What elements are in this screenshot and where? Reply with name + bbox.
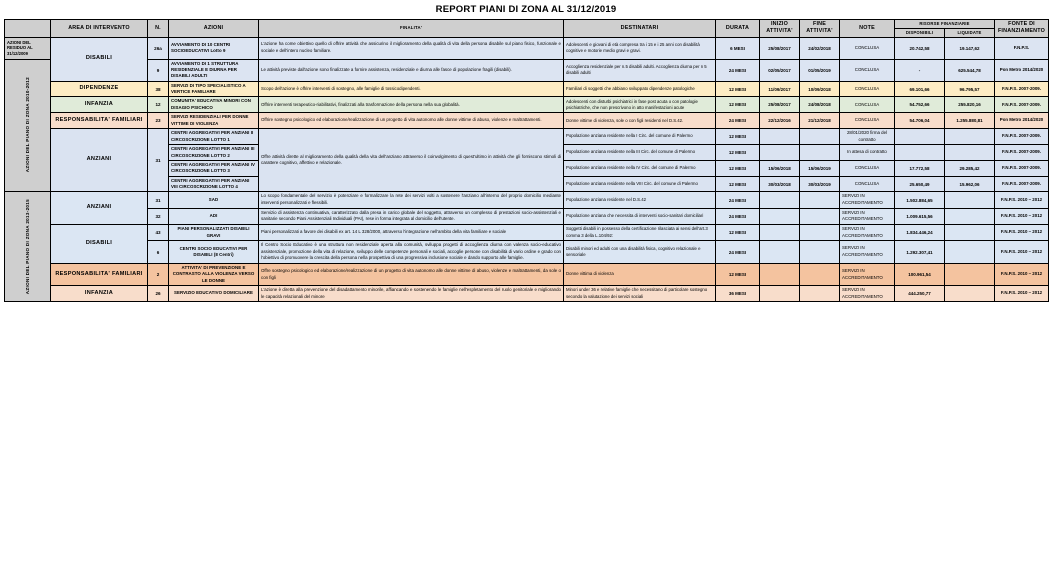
cell-inizio <box>760 241 800 264</box>
cell-area: RESPONSABILITA' FAMILIARI <box>51 263 148 285</box>
cell-inizio: 25/08/2017 <box>760 97 800 113</box>
cell-disponibili: 100.961,54 <box>895 263 945 285</box>
cell-n: 23 <box>148 113 169 129</box>
cell-disponibili: 1.292.307,41 <box>895 241 945 264</box>
cell-liquidate <box>945 145 995 161</box>
cell-destinatari: Popolazione anziana residente nel D.S.42 <box>564 192 716 208</box>
cell-fonte: F.N.P.S. 2007-2009. <box>995 176 1049 192</box>
cell-durata: 36 MESI <box>716 286 760 302</box>
table-row <box>5 192 1049 208</box>
cell-durata: 12 MESI <box>716 97 760 113</box>
cell-liquidate <box>945 192 995 208</box>
cell-note: CONCLUSA <box>840 59 895 81</box>
cell-area: INFANZIA <box>51 97 148 113</box>
cell-n: 38 <box>148 81 169 97</box>
cell-destinatari: Familiari di soggetti che abbiano sviluppato dipendenze patologiche <box>564 81 716 97</box>
cell-destinatari: Adolescenti e giovani di età compresa tra i 15 e i 25 anni con disabilità cognitive e motorie medio gravi e gravi. <box>564 37 716 59</box>
cell-destinatari: Popolazione anziana residente nella I Circ. del comune di Palermo <box>564 128 716 144</box>
cell-disponibili: 1.834.446,24 <box>895 224 945 240</box>
cell-inizio <box>760 286 800 302</box>
cell-fine <box>800 263 840 285</box>
cell-note: SERVIZI IN ACCREDITAMENTO <box>840 241 895 264</box>
cell-n: 6 <box>148 241 169 264</box>
cell-durata: 12 MESI <box>716 176 760 192</box>
cell-fine <box>800 241 840 264</box>
table-row <box>5 263 1049 285</box>
cell-azione: ATTIVITA' DI PREVENZIONE E CONTRASTO ALLA VIOLENZA VERSO LE DONNE <box>169 263 259 285</box>
cell-fonte: Pon Metro 2014/2020 <box>995 113 1049 129</box>
cell-disponibili: - <box>895 59 945 81</box>
cell-finalita: Servizio di assistenza continuativa, caratterizzato dalla presa in carico globale del soggetto, attraverso un complesso di prestazioni socio-assistenziali e sanitarie secondo Piani Assistenziali Individuali (PAI), rese in forma integrata al domicilio dell'utente. <box>259 208 564 224</box>
header-fonte: FONTE DI FINANZIAMENTO <box>995 20 1049 38</box>
cell-fonte: F.N.P.S. 2010 – 2012 <box>995 224 1049 240</box>
cell-note: CONCLUSA <box>840 37 895 59</box>
cell-azione: CENTRI AGGREGATIVI PER ANZIANI IV CIRCOSCRIZIONE LOTTO 3 <box>169 160 259 176</box>
cell-disponibili <box>895 145 945 161</box>
cell-n: 43 <box>148 224 169 240</box>
header-group <box>5 20 51 38</box>
cell-azione: CENTRI SOCIO EDUCATIVI PER DISABILI (8 Centri) <box>169 241 259 264</box>
cell-destinatari: Popolazione anziana residente nella IV Circ. del comune di Palermo <box>564 160 716 176</box>
cell-inizio: 25/08/2017 <box>760 37 800 59</box>
cell-area: DISABILI <box>51 37 148 81</box>
cell-n: 26 <box>148 286 169 302</box>
cell-disponibili: 54.752,66 <box>895 97 945 113</box>
cell-durata: 24 MESI <box>716 241 760 264</box>
cell-note: 28/01/2020 firma del contratto <box>840 128 895 144</box>
cell-disponibili: 1.009.615,56 <box>895 208 945 224</box>
cell-destinatari: Accoglienza residenziale per n.5 disabili adulti. Accoglienza diurna per n 5 disabili adulti <box>564 59 716 81</box>
header-inizio: INIZIO ATTIVITA' <box>760 20 800 38</box>
cell-durata: 24 MESI <box>716 208 760 224</box>
header-risorse-finanziarie: RISORSE FINANZIARIE <box>895 20 995 29</box>
cell-disponibili: 54.706,04 <box>895 113 945 129</box>
table-row <box>5 208 1049 224</box>
cell-area: ANZIANI <box>51 192 148 224</box>
cell-note: SERVIZI IN ACCREDITAMENTO <box>840 286 895 302</box>
cell-finalita: Offrire interventi terapeutico-riabilitativi, finalizzati alla trasformazione della persona nella sua globalità. <box>259 97 564 113</box>
cell-note: CONCLUSA <box>840 160 895 176</box>
cell-finalita: Offre attività dirette al miglioramento della qualità della vita dell'anziano attraverso il coinvolgimento di quest'ultimo in attività che gli forniscono stimoli di carattere cognitivo, affettivo e relazionale. <box>259 128 564 191</box>
cell-azione: SAD <box>169 192 259 208</box>
cell-note: CONCLUSA <box>840 97 895 113</box>
cell-finalita: L'azione ha come obiettivo quello di offrire attività che assicurino il miglioramento della qualità di vita della persona disabile sul piano fisico, funzionale e sociale e dell'intero nucleo familiare. <box>259 37 564 59</box>
cell-inizio: 15/06/2018 <box>760 160 800 176</box>
cell-azione: SERVIZI RESIDENZIALI PER DONNE VITTIME DI VIOLENZA <box>169 113 259 129</box>
table-row <box>5 113 1049 129</box>
cell-fonte: Pon Metro 2014/2020 <box>995 59 1049 81</box>
cell-fine <box>800 208 840 224</box>
cell-finalita: Il Centro Socio Educativo è una struttura non residenziale aperta alla comunità, sviluppa progetti di accoglienza diurna con valenza socio-educativo assistenziale, promozione della vita di relazione, sviluppo delle competenze personali e sociali, accoglie persone con disabilità di vario ordine e grado con l'obiettivo di promuovere la crescita della persona nella prospettiva di una progressiva inclusione sociale e dando supporto alle famiglie. <box>259 241 564 264</box>
cell-n: 31 <box>148 192 169 208</box>
cell-durata: 24 MESI <box>716 59 760 81</box>
cell-azione: PIANI PERSONALIZZATI DISABILI GRAVI <box>169 224 259 240</box>
cell-note: CONCLUSA <box>840 113 895 129</box>
cell-fonte: F.N.P.S. 2010 – 2012 <box>995 208 1049 224</box>
header-fine: FINE ATTIVITA' <box>800 20 840 38</box>
cell-inizio <box>760 208 800 224</box>
cell-durata: 12 MESI <box>716 160 760 176</box>
cell-fine <box>800 192 840 208</box>
header-liquidate: LIQUIDATE <box>945 28 995 37</box>
cell-n: 32 <box>148 208 169 224</box>
cell-fine <box>800 224 840 240</box>
cell-fine <box>800 128 840 144</box>
table-head <box>5 20 1049 38</box>
cell-fonte: F.N.P.S. 2010 – 2012 <box>995 286 1049 302</box>
cell-fonte: F.N.P.S. 2007-2009. <box>995 145 1049 161</box>
table-row <box>5 286 1049 302</box>
cell-durata: 6 MESI <box>716 37 760 59</box>
cell-inizio: 02/05/2017 <box>760 59 800 81</box>
cell-disponibili: 17.772,58 <box>895 160 945 176</box>
group-label-text: AZIONI DEL PIANO DI ZONA 2010-2012 <box>24 77 30 173</box>
table-row <box>5 128 1049 144</box>
cell-liquidate <box>945 241 995 264</box>
cell-disponibili: 444.250,77 <box>895 286 945 302</box>
cell-finalita: Scopo dell'azione è offrire interventi di sostegno, alle famiglie di tossicodipendenti. <box>259 81 564 97</box>
cell-destinatari: Donne vittima di violenza <box>564 263 716 285</box>
header-disponibili: DISPONIBILI <box>895 28 945 37</box>
header-n: N. <box>148 20 169 38</box>
table-row <box>5 97 1049 113</box>
cell-liquidate: 1.255.880,81 <box>945 113 995 129</box>
cell-inizio <box>760 145 800 161</box>
cell-note: SERVIZI IN ACCREDITAMENTO <box>840 224 895 240</box>
table-row <box>5 59 1049 81</box>
cell-disponibili: 25.650,49 <box>895 176 945 192</box>
cell-fine: 21/12/2018 <box>800 113 840 129</box>
header-durata: DURATA <box>716 20 760 38</box>
header-row-1 <box>5 20 1049 29</box>
cell-inizio <box>760 263 800 285</box>
cell-n: 26a <box>148 37 169 59</box>
cell-destinatari: Adolescenti con disturbi psichiatrici in fase post acuta o con patologie psichiatriche, che non prescrivono in atto manifestazioni acute <box>564 97 716 113</box>
cell-note: CONCLUSA <box>840 81 895 97</box>
cell-inizio: 11/09/2017 <box>760 81 800 97</box>
header-finalita: FINALITA' <box>259 20 564 38</box>
cell-fine: 24/08/2018 <box>800 97 840 113</box>
group-label-text: AZIONI DEL PIANO DI ZONA 2013-2015 <box>24 198 30 294</box>
cell-liquidate: 19.147,62 <box>945 37 995 59</box>
report-table <box>4 19 1049 302</box>
cell-n: 9 <box>148 59 169 81</box>
cell-liquidate <box>945 263 995 285</box>
cell-n: 31 <box>148 128 169 191</box>
cell-fonte: F.N.P.S. 2010 – 2012 <box>995 263 1049 285</box>
cell-liquidate <box>945 208 995 224</box>
cell-inizio <box>760 128 800 144</box>
table-row <box>5 241 1049 264</box>
cell-durata: 24 MESI <box>716 113 760 129</box>
cell-azione: ADI <box>169 208 259 224</box>
cell-inizio: 30/03/2018 <box>760 176 800 192</box>
cell-azione: CENTRI AGGREGATIVI PER ANZIANI II CIRCOSCRIZIONE LOTTO 1 <box>169 128 259 144</box>
group-label-pdz-2010-2012 <box>5 59 51 192</box>
cell-fonte: F.N.P.S. 2010 – 2012 <box>995 192 1049 208</box>
cell-azione: COMUNITA' EDUCATIVA MINORI CON DISAGIO PSICHICO <box>169 97 259 113</box>
cell-durata: 12 MESI <box>716 145 760 161</box>
cell-note: In attesa di contratto <box>840 145 895 161</box>
cell-fonte: F.N.P.S. 2010 – 2012 <box>995 241 1049 264</box>
cell-fine <box>800 145 840 161</box>
cell-azione: CENTRI AGGREGATIVI PER ANZIANI VIII CIRCOSCRIZIONE LOTTO 4 <box>169 176 259 192</box>
cell-fine: 30/03/2019 <box>800 176 840 192</box>
cell-destinatari: Donne vittime di violenza, sole o con figli residenti nel D.S.42. <box>564 113 716 129</box>
cell-n: 2 <box>148 263 169 285</box>
cell-area: ANZIANI <box>51 128 148 191</box>
cell-destinatari: Minori under 36 e relative famiglie che necessitano di particolare sostegno secondo la valutazione dei servizi sociali <box>564 286 716 302</box>
cell-area: RESPONSABILITA' FAMILIARI <box>51 113 148 129</box>
cell-area: INFANZIA <box>51 286 148 302</box>
cell-fonte: F.N.P.S. 2007-2009. <box>995 81 1049 97</box>
cell-inizio <box>760 192 800 208</box>
cell-fonte: F.N.P.S. 2007-2009. <box>995 160 1049 176</box>
cell-finalita: Lo scopo fondamentale del servizio è potenziare e formalizzare la rete dei servizi volti a sostenere l'anziano all'interno del proprio domicilio mediante interventi personalizzati e flessibili. <box>259 192 564 208</box>
cell-disponibili <box>895 128 945 144</box>
cell-finalita: Offre sostegno psicologico ed elaborazione/realizzazione di un progetto di vita autonomo alle donne vittime di abuso, violenze e maltrattamenti, da sole o con figli <box>259 263 564 285</box>
cell-fine: 10/09/2018 <box>800 81 840 97</box>
table-row <box>5 224 1049 240</box>
cell-note: CONCLUSA <box>840 176 895 192</box>
cell-liquidate: 96.795,57 <box>945 81 995 97</box>
cell-liquidate <box>945 286 995 302</box>
cell-durata: 12 MESI <box>716 128 760 144</box>
cell-liquidate <box>945 224 995 240</box>
header-note: NOTE <box>840 20 895 38</box>
cell-liquidate: 255.820,16 <box>945 97 995 113</box>
cell-fine <box>800 286 840 302</box>
cell-destinatari: Soggetti disabili in possesso della certificazione rilasciata ai sensi dell'art.3 comma 3 della L.104/92: <box>564 224 716 240</box>
cell-durata: 12 MESI <box>716 263 760 285</box>
table-row <box>5 81 1049 97</box>
cell-azione: AVVIAMENTO DI 1 STRUTTURA RESIDENZIALE E DIURNA PER DISABILI ADULTI <box>169 59 259 81</box>
cell-disponibili: 20.742,58 <box>895 37 945 59</box>
cell-destinatari: Popolazione anziana residente nella VIII Circ. del comune di Palermo <box>564 176 716 192</box>
table-body <box>5 37 1049 302</box>
cell-azione: CENTRI AGGREGATIVI PER ANZIANI III CIRCOSCRIZIONE LOTTO 2 <box>169 145 259 161</box>
cell-fonte: F.N.P.S. 2007-2009. <box>995 97 1049 113</box>
cell-n: 12 <box>148 97 169 113</box>
cell-fine: 01/05/2019 <box>800 59 840 81</box>
cell-finalita: Le attività previste dall'azione sono finalizzate a fornire assistenza, residenziale e diurna alle fasce di popolazione fragili (disabili). <box>259 59 564 81</box>
cell-fine: 24/02/2018 <box>800 37 840 59</box>
cell-finalita: Piani personalizzati a favore dei disabili ex art. 14 L 328/2000, attraverso l'integrazione nell'ambito della vita familiare e sociale <box>259 224 564 240</box>
cell-fonte: F.N.P.S. <box>995 37 1049 59</box>
cell-liquidate: 15.962,06 <box>945 176 995 192</box>
cell-liquidate: 29.285,42 <box>945 160 995 176</box>
cell-fine: 15/06/2019 <box>800 160 840 176</box>
page-title: REPORT PIANI DI ZONA AL 31/12/2019 <box>435 4 617 15</box>
cell-area: DISABILI <box>51 224 148 263</box>
cell-inizio: 22/12/2016 <box>760 113 800 129</box>
cell-azione: SERVIZI DI TIPO SPECIALISTICO A VERTICE FAMILIARE <box>169 81 259 97</box>
cell-inizio <box>760 224 800 240</box>
cell-note: SERVIZI IN ACCREDITAMENTO <box>840 208 895 224</box>
cell-durata: 24 MESI <box>716 192 760 208</box>
cell-destinatari: Disabili minori ed adulti con una disabilità fisica, cognitivo relazionale e sensoriale <box>564 241 716 264</box>
cell-area: DIPENDENZE <box>51 81 148 97</box>
cell-fonte: F.N.P.S. 2007-2009. <box>995 128 1049 144</box>
cell-liquidate <box>945 128 995 144</box>
cell-destinatari: Popolazione anziana che necessita di interventi socio-sanitari domiciliari <box>564 208 716 224</box>
cell-finalita: L'azione è diretta alla prevenzione del disadattamento minorile, affiancando e sostenendo le famiglie nell'espletamento del ruolo genitoriale e migliorando le capacità relazionali del minore <box>259 286 564 302</box>
cell-note: SERVIZI IN ACCREDITAMENTO <box>840 263 895 285</box>
group-label-residuo: AZIONI DEL RESIDUO AL 31/12/2009 <box>5 37 51 59</box>
cell-azione: SERVIZIO EDUCATIVO DOMICILIARE <box>169 286 259 302</box>
cell-note: SERVIZI IN ACCREDITAMENTO <box>840 192 895 208</box>
header-destinatari: DESTINATARI <box>564 20 716 38</box>
header-azioni: AZIONI <box>169 20 259 38</box>
header-area: AREA DI INTERVENTO <box>51 20 148 38</box>
cell-durata: 12 MESI <box>716 224 760 240</box>
cell-disponibili: 1.502.884,65 <box>895 192 945 208</box>
group-label-pdz-2013-2015 <box>5 192 51 302</box>
cell-liquidate: 625.544,78 <box>945 59 995 81</box>
table-row <box>5 37 1049 59</box>
cell-finalita: Offrire sostegno psicologico ed elaborazione/realizzazione di un progetto di vita autonomo alle donne vittime di abuso, violenze e maltrattamenti. <box>259 113 564 129</box>
cell-disponibili: 69.101,66 <box>895 81 945 97</box>
cell-durata: 12 MESI <box>716 81 760 97</box>
cell-destinatari: Popolazione anziana residente nella III Circ. del comune di Palermo <box>564 145 716 161</box>
cell-azione: AVVIAMENTO DI 10 CENTRI SOCIOEDUCATIVI Lotto 9 <box>169 37 259 59</box>
